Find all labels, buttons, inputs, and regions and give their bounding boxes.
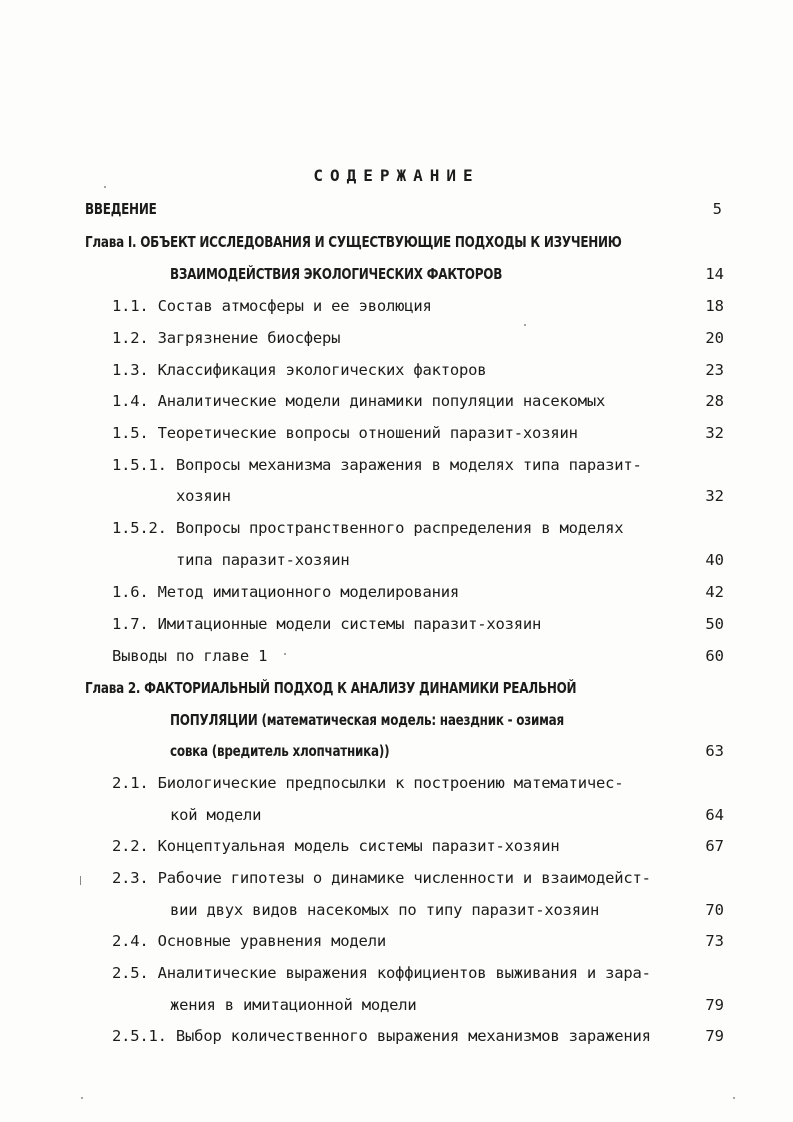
scan-speck bbox=[524, 324, 526, 326]
scan-speck bbox=[733, 1097, 735, 1099]
toc-entry-page: 63 bbox=[705, 742, 724, 760]
toc-entry-page: 40 bbox=[705, 551, 724, 569]
toc-entry-continued: жения в имитационной модели bbox=[170, 996, 417, 1014]
chapter-heading: Глава 2. ФАКТОРИАЛЬНЫЙ ПОДХОД К АНАЛИЗУ ДИНАМИКИ РЕАЛЬНОЙ bbox=[85, 679, 577, 697]
toc-entry-continued: типа паразит-хозяин bbox=[176, 551, 350, 569]
scan-speck bbox=[80, 876, 81, 885]
chapter-heading: Глава I. ОБЪЕКТ ИССЛЕДОВАНИЯ И СУЩЕСТВУЮЩИЕ ПОДХОДЫ К ИЗУЧЕНИЮ bbox=[85, 233, 622, 251]
toc-entry-page: 73 bbox=[705, 932, 724, 950]
toc-entry-text: 1.7. Имитационные модели системы паразит-хозяин bbox=[112, 615, 542, 633]
toc-entry-text: ВВЕДЕНИЕ bbox=[85, 200, 157, 218]
toc-entry-text: 2.2. Концептуальная модель системы паразит-хозяин bbox=[112, 837, 560, 855]
toc-entry-text: 1.2. Загрязнение биосферы bbox=[112, 329, 341, 347]
toc-entry-page: 79 bbox=[705, 1027, 724, 1045]
toc-entry-text: 2.1. Биологические предпосылки к построению математичес- bbox=[112, 774, 624, 792]
toc-entry-text: 1.5.1. Вопросы механизма заражения в моделях типа паразит- bbox=[112, 456, 642, 474]
toc-entry-page: 28 bbox=[705, 392, 724, 410]
toc-entry-page: 14 bbox=[705, 265, 724, 283]
toc-entry-page: 42 bbox=[705, 583, 724, 601]
page-title: СОДЕРЖАНИЕ bbox=[313, 166, 480, 185]
toc-entry-page: 5 bbox=[712, 200, 722, 218]
scan-speck bbox=[81, 1097, 83, 1099]
chapter-heading-continued: совка (вредитель хлопчатника)) bbox=[170, 742, 390, 760]
toc-entry-page: 67 bbox=[705, 837, 724, 855]
toc-entry-page: 60 bbox=[705, 647, 724, 665]
toc-entry-text: 1.1. Состав атмосферы и ее эволюция bbox=[112, 297, 432, 315]
toc-entry-page: 32 bbox=[705, 487, 724, 505]
toc-entry-page: 20 bbox=[705, 329, 724, 347]
toc-entry-text: 1.3. Классификация экологических факторов bbox=[112, 361, 487, 379]
toc-entry-page: 32 bbox=[705, 424, 724, 442]
chapter-heading-continued: ВЗАИМОДЕЙСТВИЯ ЭКОЛОГИЧЕСКИХ ФАКТОРОВ bbox=[170, 265, 503, 283]
toc-entry-text: Выводы по главе 1 bbox=[112, 647, 268, 665]
scan-speck bbox=[104, 186, 106, 188]
toc-entry-continued: хозяин bbox=[176, 487, 231, 505]
toc-entry-text: 2.4. Основные уравнения модели bbox=[112, 932, 386, 950]
chapter-heading-continued: ПОПУЛЯЦИИ (математическая модель: наездник - озимая bbox=[170, 711, 564, 729]
toc-entry-text: 2.5.1. Выбор количественного выражения механизмов заражения bbox=[112, 1027, 651, 1045]
toc-entry-text: 1.5.2. Вопросы пространственного распределения в моделях bbox=[112, 519, 624, 537]
toc-entry-page: 79 bbox=[705, 996, 724, 1014]
toc-entry-continued: кой модели bbox=[170, 806, 262, 824]
toc-entry-continued: вии двух видов насекомых по типу паразит-хозяин bbox=[170, 901, 600, 919]
toc-entry-page: 18 bbox=[705, 297, 724, 315]
toc-entry-page: 64 bbox=[705, 806, 724, 824]
toc-entry-text: 1.5. Теоретические вопросы отношений паразит-хозяин bbox=[112, 424, 578, 442]
toc-entry-page: 23 bbox=[705, 361, 724, 379]
toc-entry-text: 1.6. Метод имитационного моделирования bbox=[112, 583, 460, 601]
toc-entry-text: 1.4. Аналитические модели динамики популяции насекомых bbox=[112, 392, 606, 410]
toc-entry-text: 2.3. Рабочие гипотезы о динамике численности и взаимодейст- bbox=[112, 869, 651, 887]
toc-entry-page: 70 bbox=[705, 901, 724, 919]
scan-speck bbox=[284, 653, 286, 655]
toc-entry-page: 50 bbox=[705, 615, 724, 633]
toc-entry-text: 2.5. Аналитические выражения коффициентов выживания и зара- bbox=[112, 964, 651, 982]
